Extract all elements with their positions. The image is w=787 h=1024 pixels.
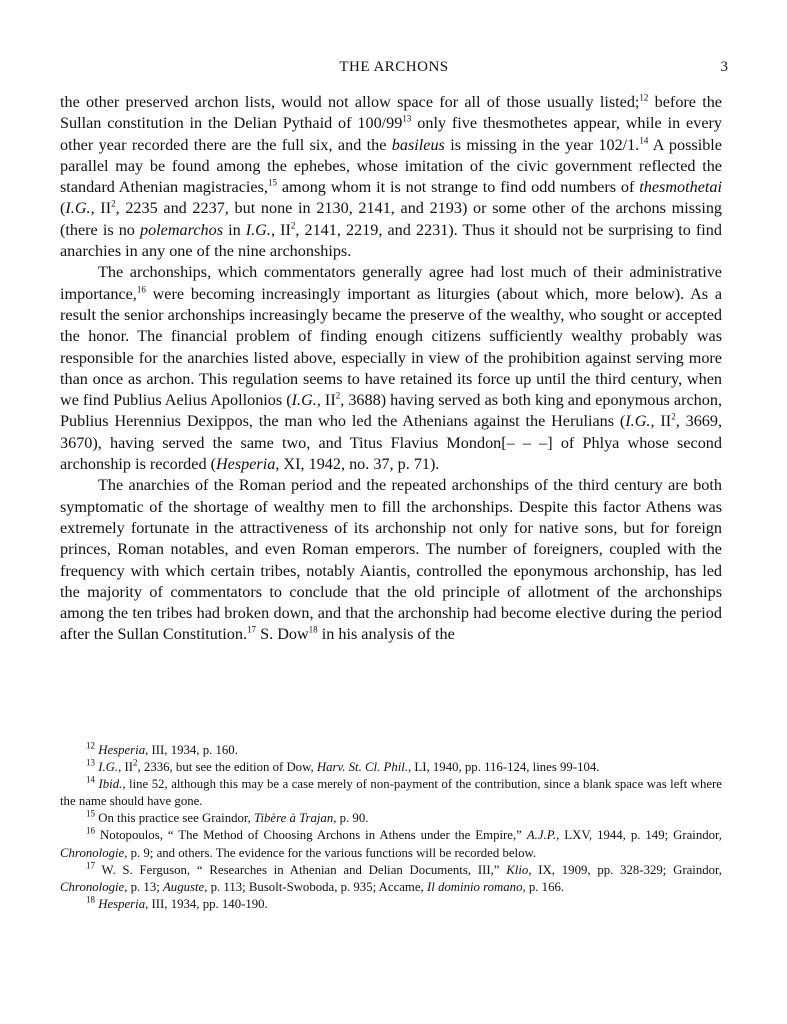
footnote-marker: 15	[86, 809, 95, 820]
footnote-marker: 14	[86, 774, 95, 785]
footnote-marker: 2	[133, 757, 138, 768]
italic-text: basileus	[391, 135, 445, 154]
footnote-marker: 13	[86, 757, 95, 768]
footnote-marker: 17	[247, 625, 257, 636]
italic-text: I.G.	[291, 391, 317, 410]
footnote-18: $^{18}$ Hesperia, III, 1934, pp. 140-190.	[86, 894, 268, 911]
footnote-marker: 13	[402, 113, 412, 124]
footnote-marker: 2	[290, 220, 296, 231]
main-text	[60, 92, 722, 646]
italic-text: Ibid.	[98, 777, 123, 792]
footnote-marker: 2	[335, 390, 341, 401]
page-header	[60, 59, 728, 79]
italic-text: Hesperia	[98, 896, 146, 911]
running-title: THE ARCHONS	[339, 59, 449, 75]
italic-text: Hesperia	[215, 455, 276, 474]
footnote-marker: 14	[639, 135, 649, 146]
footnote-marker: 15	[267, 177, 277, 188]
paragraph-1: the other preserved archon lists, would not allow space for all of those usually listed;$^{12}$ before the Sullan constitution in the Delian Pythaid of $100/99^{13}$ only five thesmothetes appear, while in every other year recorded there are the full six, and the basileus is missing in the year 102/1.14 A possible parallel may be found among the ephebes, whose imitation of the civic government reflected the standard Athenian magistracies,$^{15}$ among whom it is not strange to find odd numbers of thesmothetai (I.G., $II^2$, 2235 and 2237, but none in 2130, 2141, and 2193) or some other of the archons missing (there is no polemarchos in I.G., $II^2$, 2141, 2219, and 2231). Thus it should not be surprising to find anarchies in any one of the nine archonships.	[60, 92, 723, 261]
footnote-marker: 17	[86, 860, 95, 871]
italic-text: Chronologie	[60, 845, 125, 860]
footnote-marker: 2	[671, 412, 676, 423]
footnote-marker: 18	[308, 625, 318, 636]
footnote-16: $^{16}$ Notopoulos, “ The Method of Choosing Archons in Athens under the Empire,” A.J.P., LXV, 1944, p. 149; Graindor, Chronologie, p. 9; and others. The evidence for the various functions will be recorded below.	[60, 826, 722, 860]
footnote-marker: 16	[86, 826, 95, 837]
paragraph-2: The archonships, which commentators generally agree had lost much of their administrative importance,$^{16}$ were becoming increasingly important as liturgies (about which, more below). As a result the senior archonships increasingly became the preserve of the wealthy, who sought or accepted the honor. The financial problem of finding enough citizens sufficiently wealthy probably was responsible for the anarchies listed above, especially in view of the prohibition against serving more than once as archon. This regulation seems to have retained its force up until the third century, when we find Publius Aelius Apollonios (I.G., $II^2$, 3688) having served as both king and eponymous archon, Publius Herennius Dexippos, the man who led the Athenians against the Herulians (I.G., $II^2$, 3669, 3670), having served the same two, and Titus Flavius Mondon[– – –] of Phlya whose second archonship is recorded (Hesperia, XI, 1942, no. 37, p. 71).	[60, 263, 723, 474]
footnote-marker: 12	[639, 92, 649, 103]
footnote-marker: 2	[111, 199, 116, 210]
italic-text: Klio	[506, 862, 529, 877]
footnote-13: $^{13}$ I.G., $II^2$, 2336, but see the edition of Dow, Harv. St. Cl. Phil., LI, 1940, pp. 116-124, lines 99-104.	[86, 757, 600, 775]
footnote-marker: 16	[136, 284, 146, 295]
footnote-17: $^{17}$ W. S. Ferguson, “ Researches in Athenian and Delian Documents, III,” Klio, IX, 1909, pp. 328-329; Graindor, Chronologie, p. 13; Auguste, p. 113; Busolt-Swoboda, p. 935; Accame, Il dominio romano, p. 166.	[60, 860, 722, 894]
italic-text: thesmothetai	[639, 178, 722, 197]
footnote-marker: 18	[86, 894, 95, 905]
footnote-12: $^{12}$ Hesperia, III, 1934, p. 160.	[86, 740, 238, 757]
footnote-marker: 12	[86, 740, 95, 751]
italic-text: A.J.P.	[526, 828, 557, 843]
italic-text: Auguste	[162, 879, 205, 894]
italic-text: Hesperia	[98, 743, 146, 757]
italic-text: I.G.	[245, 220, 271, 239]
italic-text: Tibère à Trajan	[254, 811, 334, 826]
italic-text: Harv. St. Cl. Phil.	[316, 760, 409, 775]
italic-text: polemarchos	[139, 220, 223, 239]
italic-text: I.G.	[98, 760, 119, 775]
footnote-14: $^{14}$ Ibid., line 52, although this may be a case merely of non-payment of the contribution, since a blank space was left where the name should have gone.	[60, 774, 722, 809]
italic-text: Chronologie	[60, 879, 125, 894]
italic-text: I.G.	[65, 199, 91, 218]
italic-text: I.G.	[625, 412, 651, 431]
page-number: 3	[720, 59, 728, 75]
footnote-15: $^{15}$ On this practice see Graindor, Tibère à Trajan, p. 90.	[86, 809, 369, 826]
italic-text: Il dominio romano	[426, 879, 523, 894]
footnotes	[60, 742, 722, 913]
paragraph-3: The anarchies of the Roman period and the repeated archonships of the third century are both symptomatic of the shortage of wealthy men to fill the archonships. Despite this factor Athens was extremely fortunate in the attractiveness of its archonship not only for native sons, but for foreign princes, Roman notables, and even Roman emperors. The number of foreigners, coupled with the frequency with which certain tribes, notably Aiantis, controlled the eponymous archonship, has led the majority of commentators to conclude that the old principle of allotment of the archonships among the ten tribes had broken down, and that the archonship had become elective during the period after the Sullan Constitution.$^{17}$ S. Dow$^{18}$ in his analysis of the	[60, 476, 722, 644]
